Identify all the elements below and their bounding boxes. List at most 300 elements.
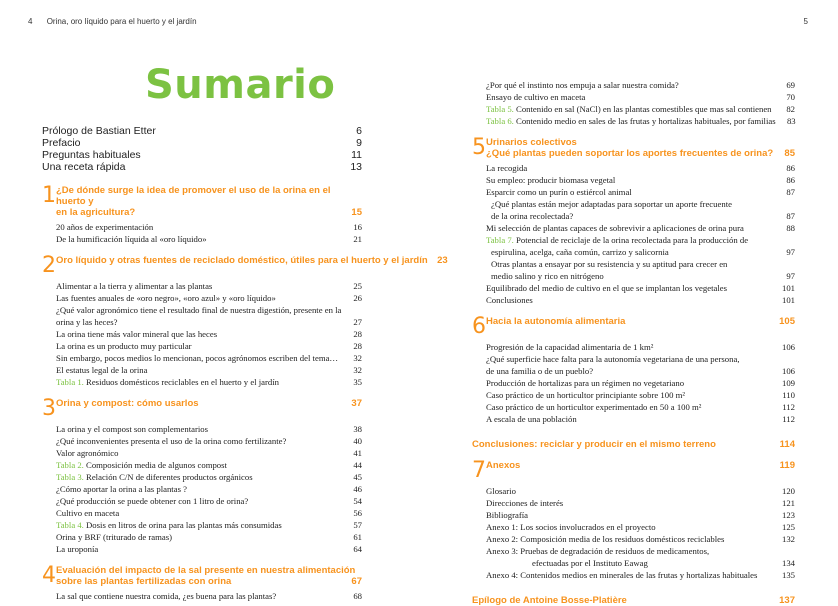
chapter-page: 85 xyxy=(784,148,795,159)
toc-entry[interactable] xyxy=(486,521,795,533)
front-matter-label: Prólogo de Bastian Etter xyxy=(42,125,156,137)
chapter-title-line: ¿De dónde surge la idea de promover el uso de la orina en el huerto y xyxy=(56,185,331,207)
toc-entry-text xyxy=(56,531,172,543)
toc-entry-page: 35 xyxy=(353,377,362,387)
toc-entry[interactable] xyxy=(486,234,795,246)
toc-entry-page: 112 xyxy=(782,414,795,424)
toc-entry[interactable] xyxy=(486,174,795,186)
toc-entry-page: 132 xyxy=(781,534,795,544)
chapter-heading[interactable] xyxy=(472,137,795,159)
chapter-title-text: Oro líquido y otras fuentes de reciclado doméstico, útiles para el huerto y el jardín xyxy=(56,255,428,266)
toc-entry[interactable] xyxy=(56,590,362,602)
chapter-block xyxy=(472,137,795,306)
toc-entry-label: La orina es un producto muy particular xyxy=(56,341,192,351)
toc-entry[interactable] xyxy=(56,519,362,531)
toc-entry-text xyxy=(56,435,286,447)
toc-entry-label: Las fuentes anuales de «oro negro», «oro azul» y «oro líquido» xyxy=(56,293,276,303)
toc-entry-label: Caso práctico de un horticultor experimentado en 50 a 100 m² xyxy=(486,402,702,412)
conclusiones-entry[interactable] xyxy=(472,439,795,450)
front-matter-page: 11 xyxy=(351,149,362,161)
toc-entry-page: 106 xyxy=(781,366,795,376)
toc-entry-label: Dosis en litros de orina para las plantas más consumidas xyxy=(83,520,282,530)
toc-entry-page: 64 xyxy=(353,544,362,554)
chapter-block xyxy=(42,185,362,245)
toc-entry-page xyxy=(775,198,795,210)
toc-entry-text xyxy=(486,569,757,581)
toc-entry-page: 21 xyxy=(353,234,362,244)
chapter-entries xyxy=(42,590,362,602)
toc-entry-page: 87 xyxy=(786,187,795,197)
toc-entry-page: 25 xyxy=(353,281,362,291)
toc-entry[interactable] xyxy=(486,353,795,365)
chapter-heading[interactable] xyxy=(42,185,362,218)
toc-entry[interactable] xyxy=(56,459,362,471)
toc-entry-label: Ensayo de cultivo en maceta xyxy=(486,92,586,102)
toc-entry-page: 109 xyxy=(781,378,795,388)
chapter-heading[interactable] xyxy=(42,398,362,420)
chapter-title-line xyxy=(486,148,795,159)
toc-entry-page: 106 xyxy=(781,342,795,352)
toc-entry-label: ¿Qué plantas están mejor adaptadas para soportar un aporte frecuente xyxy=(491,199,732,209)
toc-entry-label: Glosario xyxy=(486,486,516,496)
toc-entry[interactable] xyxy=(486,246,795,258)
toc-entry-page: 28 xyxy=(353,341,362,351)
toc-entry-page: 57 xyxy=(353,520,362,530)
toc-entry-page: 82 xyxy=(786,104,795,114)
chapter-title xyxy=(56,185,362,218)
toc-entry-label: Sin embargo, pocos medios lo mencionan, pocos agrónomos escriben del tema… xyxy=(56,353,339,363)
toc-entry[interactable] xyxy=(56,447,362,459)
epilogo-page: 137 xyxy=(779,595,795,606)
chapter-number: 2 xyxy=(42,253,56,278)
chapter-title xyxy=(56,565,362,587)
toc-entry-page: 45 xyxy=(353,472,362,482)
table-label: Tabla 4. xyxy=(56,520,84,530)
toc-entry-text xyxy=(56,364,147,376)
table-label: Tabla 2. xyxy=(56,460,84,470)
toc-entry-text xyxy=(56,304,341,316)
toc-entry-label: orina y las heces? xyxy=(56,317,118,327)
chapter-title xyxy=(56,398,362,409)
toc-entry[interactable] xyxy=(56,221,362,233)
toc-entry[interactable] xyxy=(486,365,795,377)
toc-entry-label: 20 años de experimentación xyxy=(56,222,154,232)
toc-entry[interactable] xyxy=(56,233,362,245)
toc-entry-label: Cultivo en maceta xyxy=(56,508,120,518)
chapters-right xyxy=(472,137,795,425)
toc-entry-label: Relación C/N de diferentes productos orgánicos xyxy=(83,472,253,482)
toc-entry[interactable] xyxy=(56,471,362,483)
toc-entry-text xyxy=(486,413,577,425)
toc-entry-label: ¿Por qué el instinto nos empuja a salar nuestra comida? xyxy=(486,80,679,90)
toc-entry[interactable] xyxy=(56,507,362,519)
toc-entry[interactable] xyxy=(486,222,795,234)
toc-entry-text xyxy=(486,377,684,389)
toc-entry-text xyxy=(56,280,212,292)
right-column xyxy=(472,79,795,606)
chapter-title xyxy=(486,460,795,471)
toc-entry-text xyxy=(56,340,192,352)
toc-entry-label: Producción de hortalizas para un régimen no vegetariano xyxy=(486,378,685,388)
toc-entry-page: 86 xyxy=(786,175,795,185)
toc-entry-page xyxy=(775,234,795,246)
toc-entry[interactable] xyxy=(486,282,795,294)
toc-entry-page xyxy=(775,258,795,270)
toc-entry-text xyxy=(56,423,208,435)
chapter-title-line xyxy=(56,576,362,587)
toc-entry[interactable] xyxy=(486,198,795,210)
chapter-page: 37 xyxy=(351,398,362,409)
toc-entry-label: Alimentar a la tierra y alimentar a las plantas xyxy=(56,281,213,291)
table-label: Tabla 7. xyxy=(486,235,514,245)
toc-entry[interactable] xyxy=(486,485,795,497)
toc-entry-label: Equilibrado del medio de cultivo en el que se implantan los vegetales xyxy=(486,283,728,293)
toc-entry-label: Orina y BRF (triturado de ramas) xyxy=(56,532,173,542)
toc-entry-label: Mi selección de plantas capaces de sobrevivir a aplicaciones de orina pura xyxy=(486,223,744,233)
toc-entry-label: Direcciones de interés xyxy=(486,498,564,508)
toc-entry-page: 46 xyxy=(353,484,362,494)
toc-entry[interactable] xyxy=(486,270,795,282)
toc-entry-page: 38 xyxy=(353,424,362,434)
chapter-title xyxy=(486,137,795,159)
toc-entry-text xyxy=(56,495,248,507)
toc-entry-text xyxy=(56,459,227,471)
toc-entry[interactable] xyxy=(486,509,795,521)
toc-entry[interactable] xyxy=(486,497,795,509)
toc-entry[interactable] xyxy=(56,328,362,340)
toc-entry-label: Residuos domésticos reciclables en el huerto y el jardín xyxy=(83,377,280,387)
toc-entry-label: Contenido en sal (NaCl) en las plantas comestibles que mas sal contienen xyxy=(513,104,772,114)
toc-entry[interactable] xyxy=(486,377,795,389)
toc-entry-page: 41 xyxy=(353,448,362,458)
toc-entry-label: Conclusiones xyxy=(486,295,533,305)
toc-entry-page: 87 xyxy=(786,211,795,221)
toc-entry[interactable] xyxy=(486,389,795,401)
toc-entry-label: Contenido medio en sales de las frutas y hortalizas habituales, por familias xyxy=(513,116,776,126)
toc-entry[interactable] xyxy=(56,304,362,316)
toc-entry-page: 61 xyxy=(353,532,362,542)
table-label: Tabla 3. xyxy=(56,472,84,482)
toc-entry-page: 97 xyxy=(786,247,795,257)
toc-entry[interactable] xyxy=(56,280,362,292)
toc-entry-label: Bibliografía xyxy=(486,510,528,520)
toc-entry-label: De la humificación líquida al «oro líquido» xyxy=(56,234,207,244)
toc-entry[interactable] xyxy=(486,162,795,174)
chapter-title-line: Urinarios colectivos xyxy=(486,137,577,148)
toc-entry-page xyxy=(775,545,795,557)
toc-entry-text xyxy=(486,401,701,413)
toc-entry-label: medio salino y rico en nitrógeno xyxy=(491,271,604,281)
chapter-title-line xyxy=(56,398,362,409)
table-label: Tabla 6. xyxy=(486,116,514,126)
toc-entry-page: 69 xyxy=(786,80,795,90)
chapter-heading[interactable] xyxy=(472,460,795,482)
left-page-number: 4 xyxy=(28,17,33,26)
toc-entry-page: 32 xyxy=(353,353,362,363)
toc-entry-text xyxy=(486,389,685,401)
chapter-number: 1 xyxy=(42,183,56,208)
chapter-page: 67 xyxy=(351,576,362,587)
chapter-number: 6 xyxy=(472,314,486,339)
toc-entry[interactable] xyxy=(56,543,362,555)
chapter-title-text: en la agricultura? xyxy=(56,207,136,218)
chapter-entries xyxy=(42,280,362,388)
toc-entry-label: Otras plantas a ensayar por su resistencia y su aptitud para crecer en xyxy=(491,259,728,269)
table-label: Tabla 5. xyxy=(486,104,514,114)
front-matter-label: Preguntas habituales xyxy=(42,149,141,161)
front-matter-label: Prefacio xyxy=(42,137,81,149)
toc-entry-label: Anexo 1: Los socios involucrados en el proyecto xyxy=(486,522,656,532)
toc-entry[interactable] xyxy=(486,401,795,413)
toc-entry-label: Caso práctico de un horticultor principiante sobre 100 m² xyxy=(486,390,685,400)
toc-entry-label: de una familia o de un pueblo? xyxy=(486,366,594,376)
toc-entry-label: Valor agronómico xyxy=(56,448,119,458)
toc-entry-text xyxy=(486,198,732,210)
toc-entry-page xyxy=(775,353,795,365)
chapter-block xyxy=(42,253,448,388)
toc-entry[interactable] xyxy=(486,79,795,91)
toc-entry-text xyxy=(486,91,585,103)
toc-entry-page: 32 xyxy=(353,365,362,375)
chapter-page: 119 xyxy=(779,460,795,471)
toc-entry-text xyxy=(56,519,282,531)
toc-entry-text xyxy=(486,509,528,521)
toc-entry-label: Su empleo: producir biomasa vegetal xyxy=(486,175,616,185)
toc-entry-page: 112 xyxy=(782,402,795,412)
toc-entry-label: La orina tiene más valor mineral que las heces xyxy=(56,329,218,339)
toc-entry-page: 120 xyxy=(781,486,795,496)
chapter-title-text: Anexos xyxy=(486,460,521,471)
toc-entry-page: 54 xyxy=(353,496,362,506)
continued-entries xyxy=(472,79,795,127)
toc-entry-text xyxy=(56,292,276,304)
toc-entry-label: Esparcir como un purín o estiércol animal xyxy=(486,187,632,197)
front-matter-item[interactable] xyxy=(42,161,362,173)
page-title: Sumario xyxy=(145,62,336,108)
toc-entry-text xyxy=(486,294,533,306)
right-page-number: 5 xyxy=(803,17,808,26)
toc-entry[interactable] xyxy=(56,292,362,304)
chapter-heading[interactable] xyxy=(472,316,795,338)
chapter-number: 7 xyxy=(472,458,486,483)
conclusiones-title: Conclusiones: reciclar y producir en el mismo terreno xyxy=(472,439,716,450)
toc-entry-text xyxy=(486,485,516,497)
toc-entry-page: 101 xyxy=(781,295,795,305)
toc-entry[interactable] xyxy=(56,352,362,364)
chapter-block xyxy=(472,460,795,581)
toc-entry-text xyxy=(56,352,338,364)
toc-entry-page: 86 xyxy=(786,163,795,173)
toc-entry[interactable] xyxy=(56,495,362,507)
toc-entry[interactable] xyxy=(56,531,362,543)
chapter-number: 3 xyxy=(42,396,56,421)
chapter-page: 23 xyxy=(437,255,448,266)
chapter-page: 15 xyxy=(351,207,362,218)
toc-entry-text xyxy=(486,210,573,222)
chapter-entries xyxy=(472,485,795,581)
toc-entry-page: 97 xyxy=(786,271,795,281)
toc-entry-label: Potencial de reciclaje de la orina recolectada para la producción de xyxy=(513,235,749,245)
front-matter-list xyxy=(42,125,362,173)
toc-entry-page: 88 xyxy=(786,223,795,233)
chapter-entries xyxy=(42,423,362,555)
running-title: Orina, oro líquido para el huerto y el jardín xyxy=(46,17,197,26)
toc-entry-text xyxy=(56,471,253,483)
front-matter-item[interactable] xyxy=(42,125,362,137)
toc-entry-page: 16 xyxy=(353,222,362,232)
toc-entry-text xyxy=(486,79,679,91)
toc-entry-label: La uroponía xyxy=(56,544,99,554)
toc-entry[interactable] xyxy=(486,210,795,222)
toc-entry-text xyxy=(486,533,724,545)
chapter-title-line: Evaluación del impacto de la sal presente en nuestra alimentación xyxy=(56,565,356,576)
toc-entry-text xyxy=(486,162,527,174)
toc-entry[interactable] xyxy=(56,316,362,328)
toc-entry-text xyxy=(486,497,563,509)
chapter-block xyxy=(42,398,362,555)
toc-entry-text xyxy=(486,365,593,377)
toc-entry-page: 83 xyxy=(786,116,796,126)
toc-entry-label: Anexo 3: Pruebas de degradación de residuos de medicamentos, xyxy=(486,546,710,556)
left-page-header xyxy=(28,17,197,26)
toc-entry-text xyxy=(486,246,669,258)
toc-entry[interactable] xyxy=(486,258,795,270)
toc-entry[interactable] xyxy=(56,376,362,388)
front-matter-item[interactable] xyxy=(42,149,362,161)
anexos-chapter xyxy=(472,460,795,581)
toc-entry-label: ¿Cómo aportar la orina a las plantas ? xyxy=(56,484,187,494)
front-matter-page: 6 xyxy=(356,125,362,137)
toc-entry-text xyxy=(56,233,207,245)
toc-entry[interactable] xyxy=(56,364,362,376)
toc-entry-page xyxy=(342,304,362,316)
toc-entry-label: Progresión de la capacidad alimentaria de 1 km² xyxy=(486,342,654,352)
toc-entry-page: 27 xyxy=(353,317,362,327)
toc-entry-page: 121 xyxy=(781,498,795,508)
toc-entry-text xyxy=(486,521,656,533)
front-matter-page: 9 xyxy=(356,137,362,149)
toc-entry-text xyxy=(56,483,187,495)
toc-entry-label: ¿Qué inconvenientes presenta el uso de la orina como fertilizante? xyxy=(56,436,287,446)
front-matter-item[interactable] xyxy=(42,137,362,149)
toc-entry-page: 44 xyxy=(353,460,362,470)
toc-entry-page: 134 xyxy=(781,558,795,568)
toc-entry-text xyxy=(56,221,153,233)
chapter-title-line xyxy=(56,255,448,266)
toc-entry[interactable] xyxy=(486,115,795,127)
toc-entry-page: 26 xyxy=(353,293,362,303)
toc-entry[interactable] xyxy=(486,91,795,103)
toc-entry-text xyxy=(56,316,118,328)
chapter-heading[interactable] xyxy=(42,253,448,278)
toc-entry-label: La orina y el compost son complementarios xyxy=(56,424,208,434)
toc-entry-text xyxy=(56,590,276,602)
toc-entry[interactable] xyxy=(486,186,795,198)
conclusiones-page: 114 xyxy=(779,439,795,450)
toc-entry[interactable] xyxy=(486,294,795,306)
toc-entry-label: ¿Qué producción se puede obtener con 1 litro de orina? xyxy=(56,496,249,506)
toc-entry-page: 135 xyxy=(781,570,795,580)
toc-entry-text xyxy=(56,507,119,519)
toc-entry-label: ¿Qué valor agronómico tiene el resultado final de nuestra digestión, presente en la xyxy=(56,305,342,315)
toc-entry[interactable] xyxy=(486,569,795,581)
front-matter-page: 13 xyxy=(350,161,362,173)
chapter-entries xyxy=(472,341,795,425)
toc-entry-page: 70 xyxy=(786,92,795,102)
chapter-block xyxy=(472,316,795,425)
toc-entry-page: 125 xyxy=(781,522,795,532)
toc-entry-page: 56 xyxy=(353,508,362,518)
chapters-left xyxy=(42,183,448,602)
toc-entry-text xyxy=(486,282,727,294)
chapter-entries xyxy=(42,221,362,245)
toc-entry[interactable] xyxy=(486,545,795,557)
epilogo-title: Epílogo de Antoine Bosse-Platière xyxy=(472,595,627,606)
chapter-title xyxy=(486,316,795,327)
toc-entry-text xyxy=(56,376,279,388)
toc-entry-text xyxy=(486,103,772,115)
toc-entry[interactable] xyxy=(486,341,795,353)
toc-entry-text xyxy=(486,222,744,234)
toc-entry-text xyxy=(56,543,98,555)
chapter-entries xyxy=(472,162,795,306)
toc-entry-label: La recogida xyxy=(486,163,528,173)
chapter-title xyxy=(56,255,448,266)
chapter-title-line xyxy=(56,207,362,218)
toc-entry-label: espirulina, acelga, caña común, carrizo y salicornia xyxy=(491,247,669,257)
chapter-block xyxy=(42,565,362,602)
chapter-title-line xyxy=(486,460,795,471)
toc-entry-page: 123 xyxy=(781,510,795,520)
front-matter-label: Una receta rápida xyxy=(42,161,126,173)
toc-entry[interactable] xyxy=(56,435,362,447)
toc-entry-label: A escala de una población xyxy=(486,414,577,424)
toc-entry[interactable] xyxy=(56,483,362,495)
toc-entry-text xyxy=(56,328,217,340)
chapter-title-text: Hacia la autonomía alimentaria xyxy=(486,316,626,327)
toc-entry-label: Anexo 4: Contenidos medios en minerales de las frutas y hortalizas habituales xyxy=(486,570,758,580)
toc-entry-text xyxy=(486,341,653,353)
toc-entry-page: 110 xyxy=(782,390,795,400)
toc-entry-label: ¿Qué superficie hace falta para la autonomía vegetariana de una persona, xyxy=(486,354,740,364)
toc-entry-page: 40 xyxy=(353,436,362,446)
toc-entry-text xyxy=(486,174,615,186)
toc-entry-label: de la orina recolectada? xyxy=(491,211,574,221)
toc-entry[interactable] xyxy=(486,413,795,425)
toc-entry-text xyxy=(486,234,748,246)
chapter-title-text: Orina y compost: cómo usarlos xyxy=(56,398,199,409)
chapter-number: 4 xyxy=(42,563,56,588)
toc-entry-page: 68 xyxy=(353,591,362,601)
toc-entry[interactable] xyxy=(486,557,795,569)
toc-entry-text xyxy=(486,557,648,569)
toc-entry-text xyxy=(486,258,727,270)
toc-entry-text xyxy=(486,545,709,557)
toc-entry-text xyxy=(486,270,604,282)
chapter-title-text: sobre las plantas fertilizadas con orina xyxy=(56,576,232,587)
toc-entry-page: 28 xyxy=(353,329,362,339)
left-column xyxy=(42,125,448,602)
toc-entry[interactable] xyxy=(56,423,362,435)
toc-entry[interactable] xyxy=(56,340,362,352)
toc-entry-page: 101 xyxy=(781,283,795,293)
epilogo-entry[interactable] xyxy=(472,595,795,606)
toc-entry[interactable] xyxy=(486,103,795,115)
chapter-title-line xyxy=(486,316,795,327)
toc-entry-label: El estatus legal de la orina xyxy=(56,365,148,375)
chapter-heading[interactable] xyxy=(42,565,362,587)
toc-entry[interactable] xyxy=(486,533,795,545)
